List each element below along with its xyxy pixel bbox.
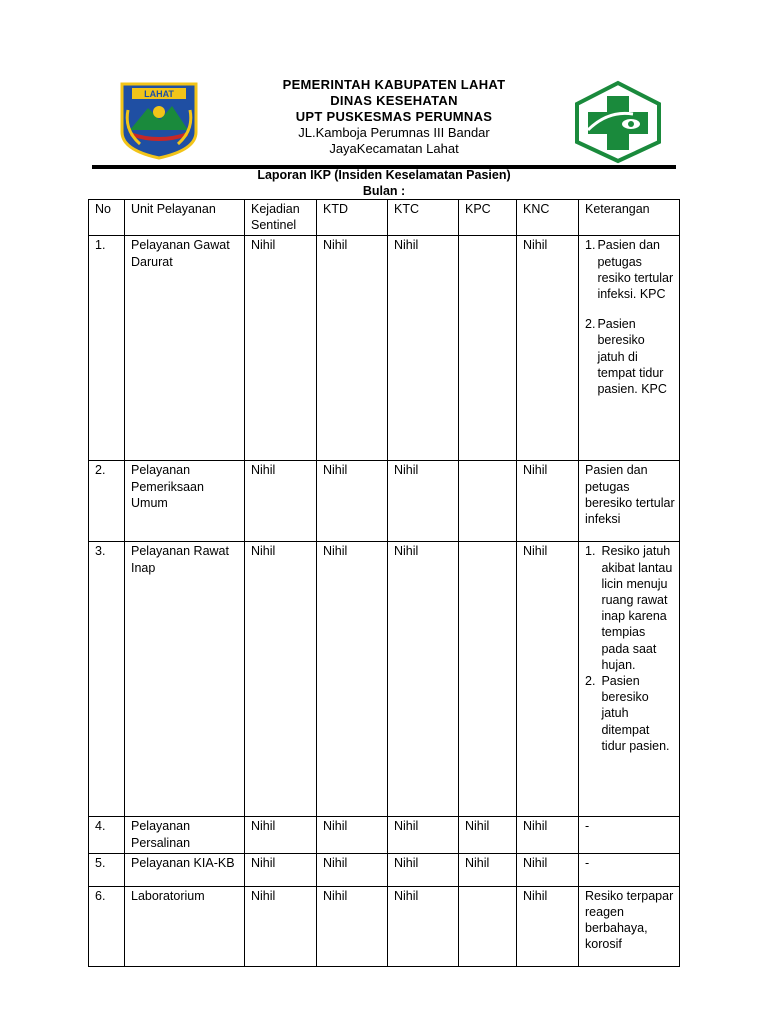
- row-no: 6.: [89, 886, 125, 966]
- incident-report-table: [88, 199, 680, 967]
- row-ktc: Nihil: [388, 817, 459, 853]
- row-kpc: [459, 542, 517, 817]
- row-no: 4.: [89, 817, 125, 853]
- health-cross-icon: [573, 80, 663, 164]
- row-no: 1.: [89, 236, 125, 461]
- letterhead: [220, 77, 568, 157]
- row-ktd: Nihil: [317, 236, 388, 461]
- header-kpc: KPC: [459, 200, 517, 236]
- row-keterangan: -: [579, 817, 680, 853]
- row-kpc: [459, 886, 517, 966]
- row-ktc: Nihil: [388, 853, 459, 886]
- table-row: [89, 886, 680, 966]
- header-keterangan: Keterangan: [579, 200, 680, 236]
- row-keterangan: [579, 236, 680, 461]
- logo-lettering: LAHAT: [144, 89, 174, 99]
- row-ktd: Nihil: [317, 461, 388, 542]
- row-ktd: Nihil: [317, 853, 388, 886]
- list-item-number: 1.: [585, 238, 596, 253]
- list-item-text: Pasien beresiko jatuh ditempat tidur pasien.: [601, 674, 670, 753]
- row-unit: Pelayanan KIA-KB: [125, 853, 245, 886]
- row-ktc: Nihil: [388, 542, 459, 817]
- row-kpc: [459, 236, 517, 461]
- row-no: 2.: [89, 461, 125, 542]
- row-unit: Pelayanan Pemeriksaan Umum: [125, 461, 245, 542]
- row-ktc: Nihil: [388, 886, 459, 966]
- header-line-puskesmas: UPT PUSKESMAS PERUMNAS: [295, 109, 493, 124]
- row-knc: Nihil: [517, 461, 579, 542]
- list-item-text: Pasien beresiko jatuh di tempat tidur pasien. KPC: [597, 317, 667, 397]
- header-ktd: KTD: [317, 200, 388, 236]
- shield-emblem-icon: [118, 80, 200, 160]
- list-item: [585, 316, 675, 397]
- row-unit: Pelayanan Persalinan: [125, 817, 245, 853]
- list-item-number: 2.: [585, 317, 596, 332]
- row-sentinel: Nihil: [245, 886, 317, 966]
- row-sentinel: Nihil: [245, 461, 317, 542]
- row-keterangan: [579, 542, 680, 817]
- list-item-number: 1.: [585, 544, 596, 559]
- row-keterangan: -: [579, 853, 680, 886]
- table-row: [89, 461, 680, 542]
- header-line-department: DINAS KESEHATAN: [330, 93, 458, 108]
- list-item-text: Pasien dan petugas resiko tertular infeksi. KPC: [597, 238, 674, 302]
- row-no: 3.: [89, 542, 125, 817]
- row-sentinel: Nihil: [245, 236, 317, 461]
- list-item-text: Resiko jatuh akibat lantau licin menuju ruang rawat inap karena tempias pada saat hujan.: [601, 544, 673, 672]
- row-kpc: Nihil: [459, 817, 517, 853]
- lahat-regency-logo: [118, 80, 200, 160]
- row-ktd: Nihil: [317, 817, 388, 853]
- row-knc: Nihil: [517, 886, 579, 966]
- row-knc: Nihil: [517, 542, 579, 817]
- header-knc: KNC: [517, 200, 579, 236]
- row-unit: Pelayanan Rawat Inap: [125, 542, 245, 817]
- table-row: [89, 853, 680, 886]
- header-unit: Unit Pelayanan: [125, 200, 245, 236]
- report-title: Laporan IKP (Insiden Keselamatan Pasien): [257, 168, 511, 182]
- row-kpc: [459, 461, 517, 542]
- row-kpc: Nihil: [459, 853, 517, 886]
- header-ktc: KTC: [388, 200, 459, 236]
- header-no: No: [89, 200, 125, 236]
- list-item: [585, 543, 675, 673]
- row-no: 5.: [89, 853, 125, 886]
- row-ktc: Nihil: [388, 236, 459, 461]
- row-ktc: Nihil: [388, 461, 459, 542]
- row-keterangan: Resiko terpapar reagen berbahaya, korosif: [579, 886, 680, 966]
- list-item: [585, 237, 675, 302]
- header-line-district: JayaKecamatan Lahat: [329, 141, 459, 156]
- row-knc: Nihil: [517, 817, 579, 853]
- header-line-government: PEMERINTAH KABUPATEN LAHAT: [282, 77, 506, 92]
- table-row: [89, 236, 680, 461]
- header-line-address: JL.Kamboja Perumnas III Bandar: [298, 125, 490, 140]
- header-sentinel: Kejadian Sentinel: [245, 200, 317, 236]
- table-header-row: [89, 200, 680, 236]
- row-unit: Laboratorium: [125, 886, 245, 966]
- row-ktd: Nihil: [317, 886, 388, 966]
- row-knc: Nihil: [517, 853, 579, 886]
- row-sentinel: Nihil: [245, 817, 317, 853]
- list-item-number: 2.: [585, 674, 596, 689]
- row-unit: Pelayanan Gawat Darurat: [125, 236, 245, 461]
- row-keterangan: Pasien dan petugas beresiko tertular infeksi: [579, 461, 680, 542]
- row-knc: Nihil: [517, 236, 579, 461]
- puskesmas-logo: [573, 80, 663, 164]
- row-sentinel: Nihil: [245, 542, 317, 817]
- list-item: [585, 673, 675, 754]
- report-month: Bulan :: [362, 184, 406, 198]
- row-ktd: Nihil: [317, 542, 388, 817]
- table-row: [89, 817, 680, 853]
- row-sentinel: Nihil: [245, 853, 317, 886]
- table-row: [89, 542, 680, 817]
